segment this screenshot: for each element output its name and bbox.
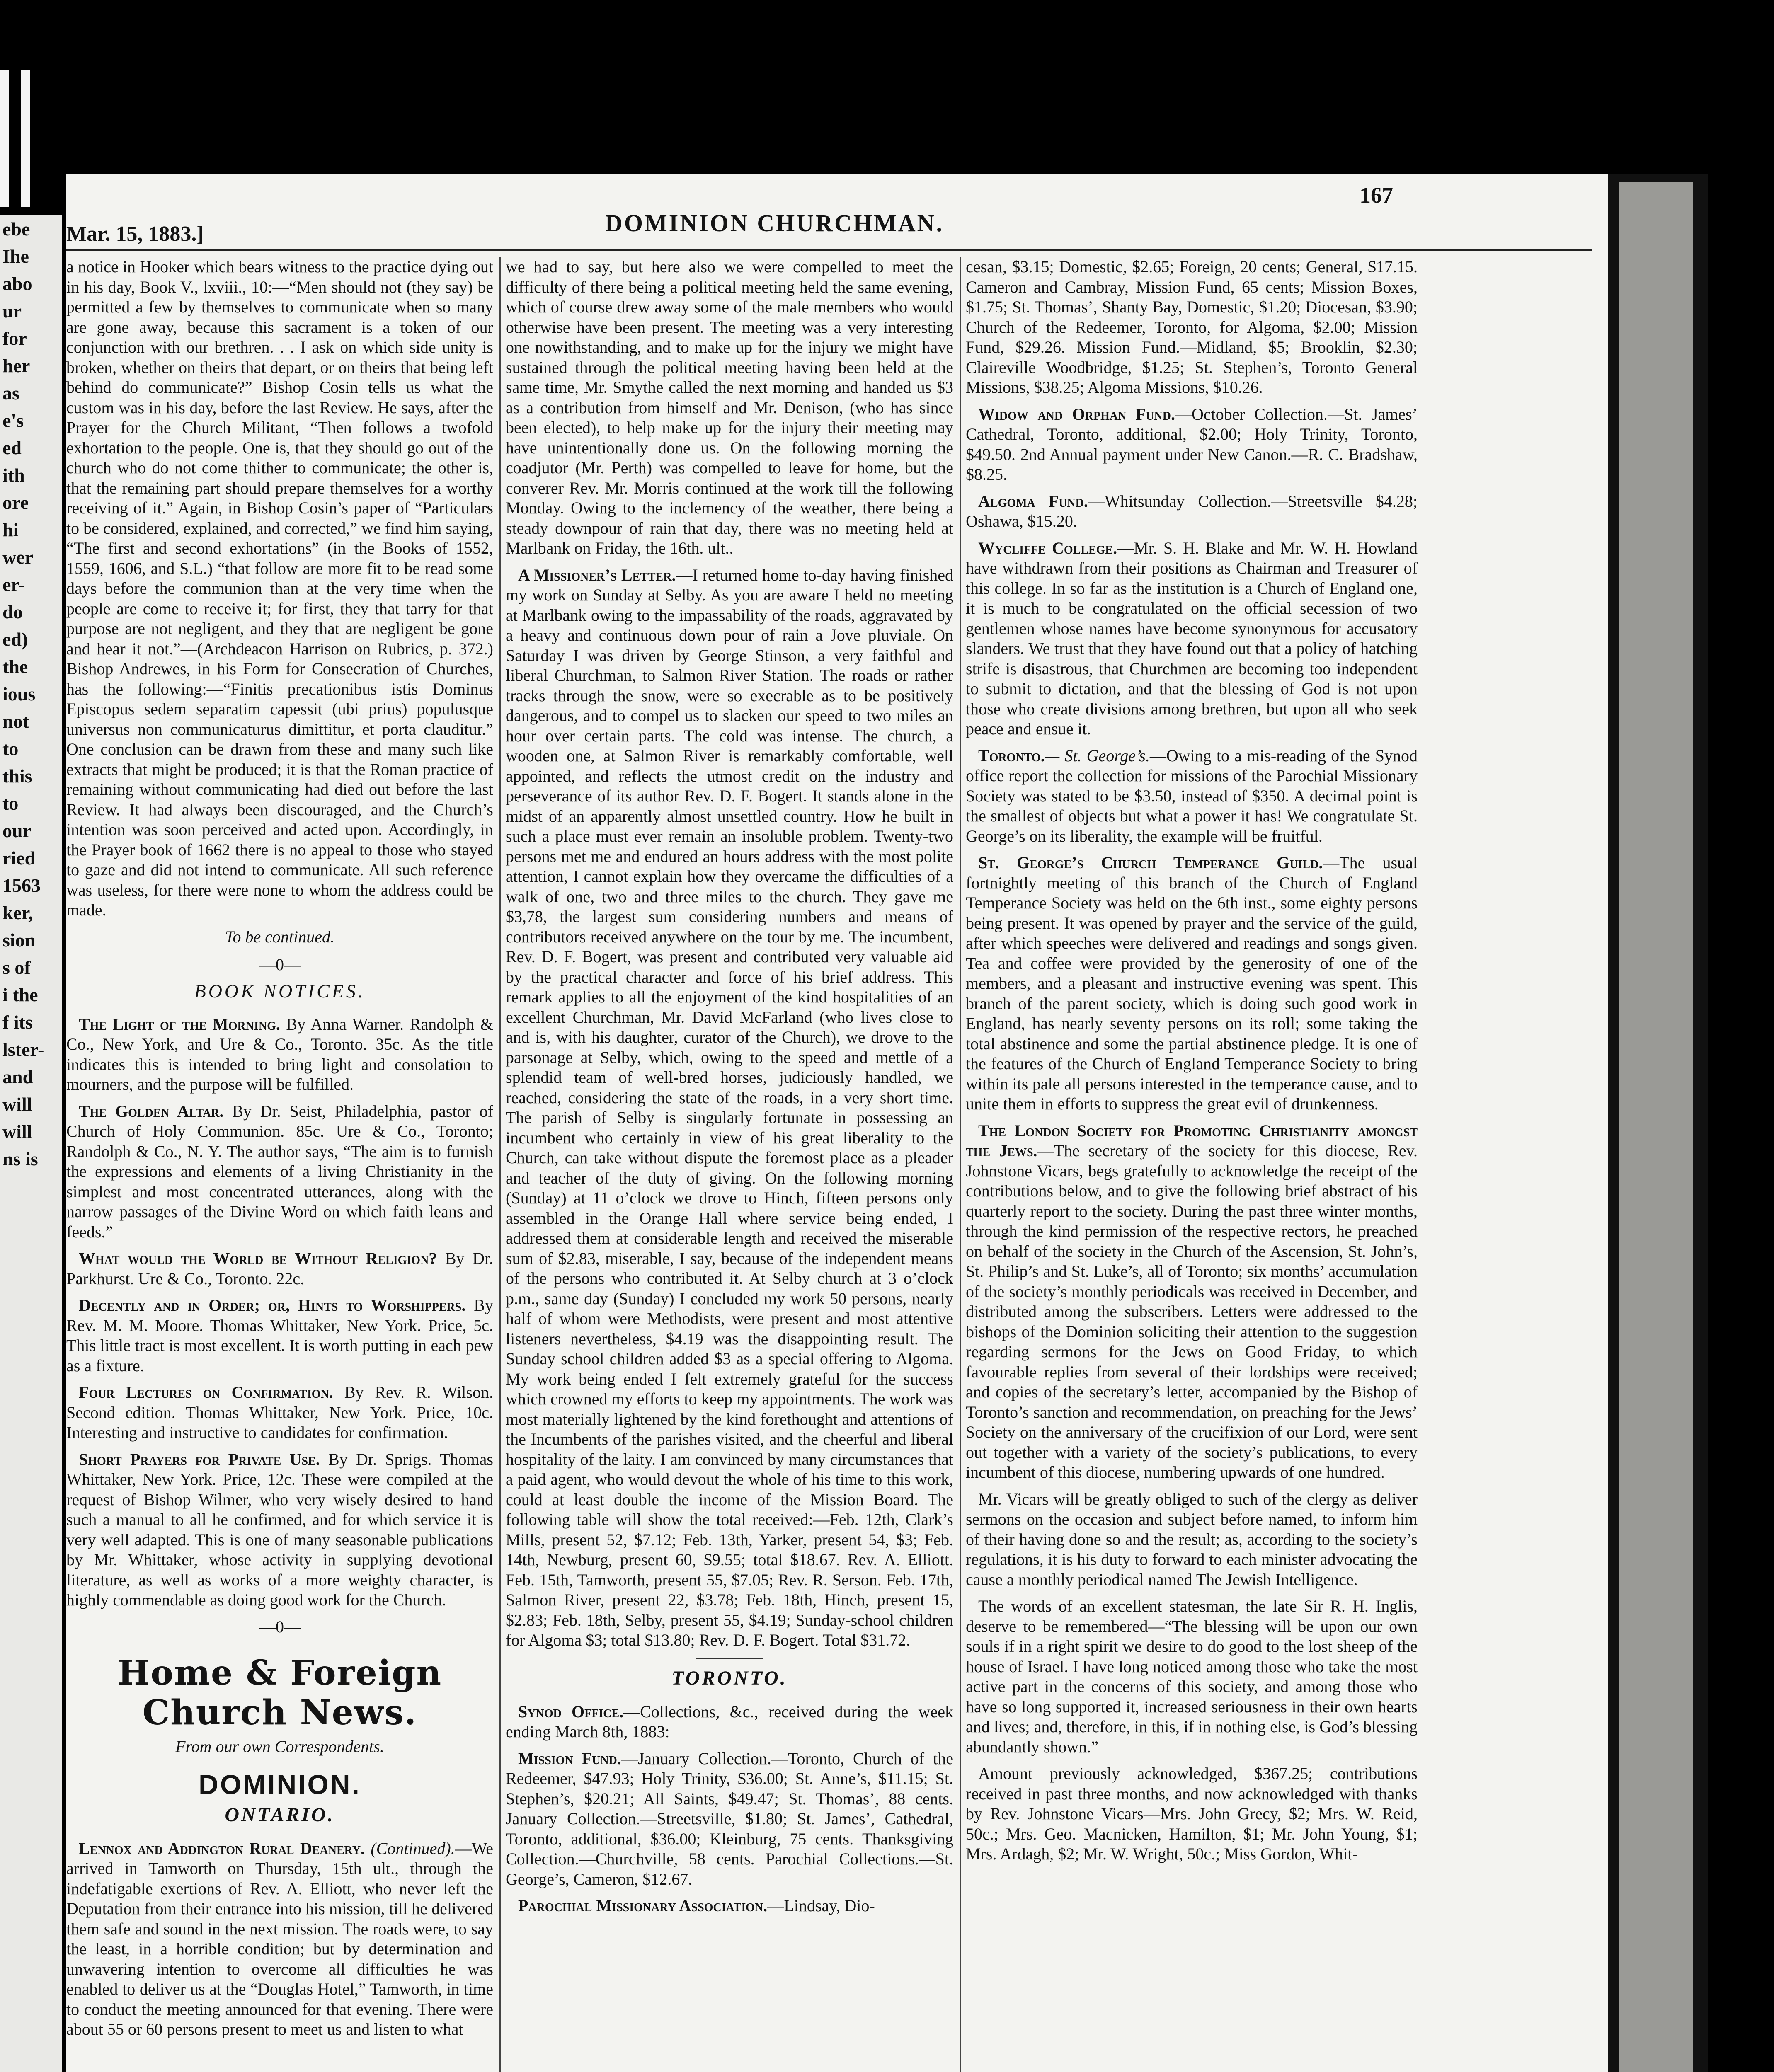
masthead-title: DOMINION CHURCHMAN. (605, 210, 944, 237)
article-text: —Owing to a mis-reading of the Synod office report the collection for missions of the Parochial Missionary Society was stated to be $3.50, instead of $350. A decimal point is the smallest of objects but what a power it has! We congratulate St. George’s on its liberality, the example will be fruitful. (966, 746, 1418, 845)
article-text: —I returned home to-day having finished my work on Sunday at Selby. As you are aware I held no meeting at Marlbank owing to the impassability of the roads, aggravated by a heavy and continuous down pour of rain a Jove pluviale. On Saturday I was driven by George Stinson, a very faithful and liberal Churchman, to Salmon River Station. The roads or rather tracks through the snow, were so execrable as to be positively dangerous, and to compel us to slacken our speed to two miles an hour over certain parts. The cold was intense. The church, a wooden one, at Salmon River is remarkably comfortable, well appointed, and reflects the utmost credit on the industry and perseverance of its author Rev. D. F. Bogert. It stands alone in the midst of an apparently almost unsettled country. How he built in such a place must ever remain an insoluble problem. Twenty-two persons met me and endured an hours address with the most polite attention, I cannot explain how they overcame the difficulties of a walk of one, two and three miles to the church. They gave me $3,78, the largest sum considering numbers and means of contributors received anywhere on the tour by me. The incumbent, Rev. D. F. Bogert, was present and contributed very valuable aid by the practical character and force of his brief address. This remark applies to all the enjoyment of the kind hospitalities of an excellent Churchman, Mr. David McFarland (who lives close to and is, with his daughter, curator of the Church), we drove to the parsonage at Selby, which, owing to the speed and mettle of a splendid team of well-bred horses, judiciously handled, we reached, considering the state of the roads, in a very short time. The parish of Selby is singularly fortunate in possessing an incumbent who certainly in view of his great liberality to the Church, can take without dispute the foremost place as a pleader and teacher of the duty of giving. On the following morning (Sunday) at 11 o’clock we drove to Hinch, fifteen persons only assembled in the Orange Hall where service being ended, I addressed them at considerable length and received the miserable sum of $2.83, miserable, I say, because of the independent means of the persons who contributed it. At Selby church at 3 o’clock p.m., same day (Sunday) I concluded my work 50 persons, nearly half of whom were Methodists, were present and most attentive listeners nevertheless, $4.19 was the disappointing result. The Sunday school children added $3 as a special offering to Algoma. My work being ended I felt extremely grateful for the success which crowned my efforts to keep my appointments. The work was most materially lightened by the kind forethought and attentions of the Incumbents of the parishes visited, and the cheerful and liberal hospitality of the laity. I am convinced by many circumstances that a paid agent, who would devout the whole of his time to this work, could at least double the income of the Mission Board. The following table will show the total received:—Feb. 12th, Clark’s Mills, present 52, $7.12; Feb. 13th, Yarker, present 54, $3; Feb. 14th, Newburg, present 60, $9.55; total $18.67. Rev. A. Elliott. Feb. 15th, Tamworth, present 55, $7.05; Rev. R. Serson. Feb. 17th, Salmon River, present 22, $3.78; Feb. 18th, Hinch, present 15, $2.83; Feb. 18th, Selby, present 55, $4.19; Sunday-school children for Algoma $3; total $13.80; Rev. D. F. Bogert. Total $31.72. (506, 565, 953, 1649)
book-title: The Light of the Morning. (79, 1014, 280, 1034)
article-paragraph (966, 404, 1418, 485)
book-title: Four Lectures on Confirmation. (79, 1383, 333, 1402)
column-divider (499, 257, 501, 2072)
article-text: —October Collection.—St. James’ Cathedral, Toronto, additional, $2.00; Holy Trinity, Toronto, $49.50. 2nd Annual payment under New Canon.—R. C. Bradshaw, $8.25. (966, 404, 1418, 484)
adjacent-page-fragment: i the (2, 984, 38, 1005)
article-paragraph: a notice in Hooker which bears witness to the practice dying out in his day, Book V., lxviii., 10:—“Men should not (they say) be permitted a few by themselves to communicate when so many are gone away, because this sacrament is a token of our conjunction with our brethren. . . I ask on which side unity is broken, whether on theirs that depart, or on theirs that being left behind do communicate?” Bishop Cosin tells us what the custom was in his day, before the last Review. He says, after the Prayer for the Church Militant, “Then follows a twofold exhortation to the people. One is, that they should go out of the church who do not come thither to communicate; the other is, that the remaining part should prepare themselves for a worthy receiving of it.” Again, in Bishop Cosin’s paper of “Particulars to be considered, explained, and corrected,” we find him saying, “The first and second exhortations” (in the Books of 1552, 1559, 1606, and S.L.) “that follow are more fit to be read some days before the communion than at the very time when the people are come to receive it; for first, they that tarry for that purpose are not negligent, and they that are negligent be gone and hear it not.”—(Archdeacon Harrison on Rubrics, p. 372.) Bishop Andrewes, in his Form for Consecration of Churches, has the following:—“Finitis precationibus istis Dominus Episcopus sedem separatim capessit (ubi prius) populusque universus non communicaturus dimittitur, et porta clauditur.” One conclusion can be drawn from these and many such like extracts that might be produced; it is that the Roman practice of remaining without communicating had died out before the last Review. It had always been discouraged, and the Church’s intention was soon perceived and acted upon. Accordingly, in the Prayer book of 1662 there is no appeal to those who stayed to gaze and did not intend to communicate. All such reference was useless, for there were none to whom the address could be made. (66, 257, 493, 919)
article-paragraph: The words of an excellent statesman, the late Sir R. H. Inglis, deserve to be remembered—“The blessing will be upon our own souls if in a right spirit we desire to do good to the lost sheep of the house of Israel. I have long noticed among those who take the most active part in the concerns of this society, and among those who have so long supported it, increased seriousness in their own hearts and lives; and, therefore, in this, if in nothing else, is God’s blessing abundantly shown.” (966, 1597, 1418, 1756)
book-notice-text: By Anna Warner. Randolph & Co., New York, and Ure & Co., Toronto. 35c. As the title indicates this is intended to bring light and consolation to mourners, and the purpose will be fulfilled. (66, 1014, 493, 1094)
adjacent-page-fragment: not (2, 711, 29, 732)
news-section-subheading: From our own Correspondents. (175, 1737, 384, 1756)
article-title: Widow and Orphan Fund. (978, 404, 1175, 424)
article-title: A Missioner’s Letter. (518, 565, 676, 584)
adjacent-page-fragment: 1563 (2, 875, 41, 896)
article-paragraph (966, 538, 1418, 739)
adjacent-page-fragment: ious (2, 683, 36, 704)
book-title: The Golden Altar. (79, 1101, 224, 1121)
book-notice (66, 1450, 493, 1610)
article-paragraph (506, 1702, 953, 1742)
page-header (66, 174, 1608, 249)
adjacent-page-fragment: ur (2, 300, 22, 322)
adjacent-page-fragment: f its (2, 1012, 33, 1033)
adjacent-page-fragment: to (2, 738, 19, 759)
adjacent-page-fragment: er- (2, 574, 25, 595)
book-notice (66, 1382, 493, 1443)
article-paragraph: Mr. Vicars will be greatly obliged to such of the clergy as deliver sermons on the occasion and subject before named, to inform him of their having done so and the result; as, according to the society’s regulations, it is his duty to forward to each minister advocating the cause a monthly periodical named The Jewish Intelligence. (966, 1489, 1418, 1589)
book-title: Decently and in Order; or, Hints to Worshippers. (79, 1296, 466, 1314)
article-paragraph: cesan, $3.15; Domestic, $2.65; Foreign, 20 cents; General, $17.15. Cameron and Cambray, Mission Fund, 65 cents; Mission Boxes, $1.75; St. Thomas’, Shanty Bay, Domestic, $1.20; Diocesan, $3.90; Church of the Redeemer, Toronto, for Algoma, $2.00; Mission Fund, $29.26. Mission Fund.—Midland, $5; Brooklin, $2.30; Claireville Woodbridge, $1.25; St. Stephen’s, Toronto General Missions, $38.25; Algoma Missions, $10.26. (966, 257, 1418, 397)
adjacent-page-fragment: ried (2, 847, 36, 869)
book-title: What would the World be Without Religion? (79, 1249, 437, 1268)
adjacent-page-fragment: Ihe (2, 246, 29, 267)
to-be-continued: To be continued. (225, 927, 335, 946)
newspaper-page (66, 174, 1608, 2072)
article-text: —Whitsunday Collection.—Streetsville $4.28; Oshawa, $15.20. (966, 491, 1418, 530)
article-paragraph (966, 1121, 1418, 1483)
film-edge-mark (0, 70, 9, 207)
article-paragraph (966, 746, 1418, 847)
adjacent-page-fragment: will (2, 1094, 32, 1115)
article-title: Lennox and Addington Rural Deanery. (79, 1839, 365, 1858)
adjacent-page-fragment: her (2, 355, 30, 376)
article-title: Synod Office. (518, 1702, 624, 1721)
article-title: Toronto. (978, 746, 1045, 765)
column-1 (66, 257, 493, 2072)
article-text: —January Collection.—Toronto, Church of the Redeemer, $47.93; Holy Trinity, $36.00; St. Anne’s, $11.15; St. Stephen’s, $20.21; All Saints, $49.47; St. Thomas’, 88 cents. January Collection.—Streetsville, $1.80; St. James’, Cathedral, Toronto, additional, $36.00; Kleinburg, 75 cents. Thanksgiving Collection.—Churchville, 58 cents. Parochial Collections.—St. George’s, Cameron, $12.67. (506, 1749, 953, 1888)
article-subtitle: — St. George’s. (1045, 746, 1150, 765)
film-edge-mark (21, 70, 30, 207)
adjacent-page-fragment: do (2, 601, 23, 622)
adjacent-page-fragment: and (2, 1066, 34, 1087)
article-text: —The secretary of the society for this diocese, Rev. Johnstone Vicars, begs gratefully to acknowledge the receipt of the contributions below, and to give the following brief abstract of his quarterly report to the society. During the past three winter months, through the kind permission of the respective rectors, he preached on behalf of the society in the Church of the Ascension, St. John’s, St. Philip’s and St. Luke’s, all of Toronto; six months’ accumulation of the society’s monthly periodicals was received in December, and distributed among the subscribers. Letters were addressed to the bishops of the Dominion soliciting their attention to the suggestion regarding sermons for the Jews on Good Friday, to which favourable replies from several of their lordships were received; and copies of the secretary’s letter, accompanied by the Bishop of Toronto’s sanction and recommendation, on preaching for the Jews’ Society on the anniversary of the crucifixion of our Lord, were sent out together with a variety of the society’s publications, to every incumbent of this diocese, numbering upwards of one hundred. (966, 1141, 1418, 1481)
book-notice (66, 1101, 493, 1242)
adjacent-page-fragment: ith (2, 465, 25, 486)
article-text: —Lindsay, Dio- (767, 1896, 875, 1915)
article-text: —We arrived in Tamworth on Thursday, 15th ult., through the indefatigable exertions of Rev. A. Elliott, who never left the Deputation from their entrance into his mission, till he delivered them safe and sound in the next mission. The roads were, to say the least, in a horrible condition; but by determination and unwavering intention to overcome all difficulties he was enabled to deliver us at the “Douglas Hotel,” Tamworth, in time to conduct the meeting announced for that evening. There were about 55 or 60 persons present to meet us and listen to what (66, 1839, 493, 2038)
column-divider (960, 257, 961, 2072)
dominion-heading: DOMINION. (199, 1769, 361, 1800)
book-notice-text: By Rev. M. M. Moore. Thomas Whittaker, New York. Price, 5c. This little tract is most excellent. It is worth putting in each pew as a fixture. (66, 1296, 493, 1375)
adjacent-page-fragment: for (2, 328, 27, 349)
news-section-heading: Home & Foreign Church News. (117, 1653, 442, 1733)
article-paragraph (506, 1749, 953, 1890)
adjacent-page-fragment: the (2, 656, 28, 677)
book-notice-text: By Dr. Sprigs. Thomas Whittaker, New York. Price, 12c. These were compiled at the request of Bishop Wilmer, who very wisely desired to hand such a manual to all he confirmed, and for which service it is very well adapted. This is one of many seasonable publications by Mr. Whittaker, whose activity in supplying devotional literature, as well as works of a more weighty character, is highly commendable as doing good work for the Church. (66, 1450, 493, 1609)
article-title: The London Society for Promoting Christianity amongst the Jews. (966, 1121, 1418, 1160)
article-title: St. George’s Church Temperance Guild. (978, 853, 1323, 872)
adjacent-page-fragment: to (2, 793, 19, 814)
article-text: —Collections, &c., received during the week ending March 8th, 1883: (506, 1702, 953, 1741)
article-paragraph (966, 853, 1418, 1114)
article-title: Wycliffe College. (978, 538, 1117, 557)
adjacent-page-fragment: ore (2, 492, 29, 513)
adjacent-page-fragment: wer (2, 547, 34, 568)
adjacent-page-fragment: as (2, 382, 19, 404)
article-paragraph: we had to say, but here also we were compelled to meet the difficulty of there being a political meeting held the same evening, which of course drew away some of the male members who would otherwise have been present. The meeting was a very interesting one nowithstanding, and to make up for the injury we might have sustained through the political meeting having been held at the same time, Mr. Smythe called the next morning and handed us $3 as a contribution from himself and Mr. Denison, (who has since been elected), to help make up for the injury their meeting may have unintentionally done us. On the following morning the coadjutor (Mr. Perth) was compelled to leave for home, but the converer Rev. Mr. Morris continued at the work till the following Monday. Owing to the inclemency of the weather, there being a steady downpour of rain that day, there was no meeting held at Marlbank on Friday, the 16th. ult.. (506, 257, 953, 557)
adjacent-page-fragment: ed (2, 437, 22, 458)
adjacent-page-strip (0, 215, 62, 2072)
article-text: —Mr. S. H. Blake and Mr. W. H. Howland have withdrawn from their positions as Chairman and Treasurer of this college. In so far as the institution is a Church of England one, it is much to be congratulated on the official secession of two gentlemen whose names have become synonymous for accusatory slanders. We trust that they have found out that a policy of hatching strife is disastrous, that Churchmen are becoming too independent to submit to dictation, and that the blessing of God is not upon those who create divisions among brethren, but upon all who seek peace and ensue it. (966, 538, 1418, 738)
book-notice-text: By Dr. Seist, Philadelphia, pastor of Church of Holy Communion. 85c. Ure & Co., Toronto; Randolph & Co., N. Y. The author says, “The aim is to furnish the expressions and elements of a living Christianity in the simplest and most concentrated utterances, along with the narrow passages of the Divine Word on which faith leans and feeds.” (66, 1101, 493, 1241)
separator: —0— (259, 1617, 301, 1636)
column-3 (966, 257, 1418, 2072)
book-notices-heading: BOOK NOTICES. (194, 980, 366, 1002)
adjacent-page-fragment: ns is (2, 1148, 38, 1169)
book-notice (66, 1249, 493, 1289)
book-notice-text: By Dr. Parkhurst. Ure & Co., Toronto. 22c. (66, 1249, 493, 1288)
section-rule (696, 1658, 763, 1659)
book-notice (66, 1014, 493, 1095)
article-title: Parochial Missionary Association. (518, 1896, 768, 1915)
adjacent-page-fragment: ebe (2, 218, 30, 240)
book-title: Short Prayers for Private Use. (79, 1450, 320, 1469)
adjacent-page-fragment: lster- (2, 1039, 44, 1060)
page-edge (1619, 182, 1693, 2072)
book-notice-text: By Rev. R. Wilson. Second edition. Thomas Whittaker, New York. Price, 10c. Interesting and instructive to candidates for confirmation. (66, 1383, 493, 1442)
article-paragraph (966, 491, 1418, 532)
issue-date: Mar. 15, 1883.] (66, 222, 204, 246)
article-continued-note: (Continued). (371, 1839, 455, 1858)
adjacent-page-fragment: this (2, 765, 32, 787)
separator: —0— (259, 955, 301, 974)
adjacent-page-fragment: hi (2, 519, 19, 540)
adjacent-page-fragment: ker, (2, 902, 33, 923)
article-paragraph (66, 1839, 493, 2040)
book-notice (66, 1295, 493, 1376)
adjacent-page-fragment: will (2, 1121, 32, 1142)
adjacent-page-fragment: s of (2, 957, 31, 978)
page-number: 167 (1360, 183, 1393, 208)
article-paragraph (506, 1896, 953, 1916)
article-text: —The usual fortnightly meeting of this branch of the Church of England Temperance Society was held on the 6th inst., some eighty persons being present. It was opened by prayer and the service of the guild, after which speeches were delivered and readings and songs given. Tea and coffee were provided by the generosity of one of the members, and a pleasant and instructive evening was spent. This branch of the parent society, which is doing such good work in England, has nearly seventy persons on its roll; some taking the total abstinence and some the partial abstinence pledge. It is one of the features of the Church of England Temperance Society to bring within its pale all persons interested in the temperance cause, and to unite them in efforts to suppress the great evil of drunkenness. (966, 853, 1418, 1113)
adjacent-page-fragment: e's (2, 410, 24, 431)
adjacent-page-fragment: abo (2, 273, 32, 294)
adjacent-page-fragment: sion (2, 929, 36, 951)
header-rule (66, 249, 1592, 251)
article-paragraph (506, 565, 953, 1651)
column-2 (506, 257, 953, 2072)
adjacent-page-fragment: ed) (2, 629, 28, 650)
article-title: Mission Fund. (518, 1749, 621, 1768)
toronto-heading: TORONTO. (671, 1667, 788, 1689)
adjacent-page-fragment: our (2, 820, 31, 841)
article-title: Algoma Fund. (978, 491, 1088, 511)
article-paragraph: Amount previously acknowledged, $367.25; contributions received in past three months, and now acknowledged with thanks by Rev. Johnstone Vicars—Mrs. John Grecy, $2; Mrs. W. Reid, 50c.; Mrs. Geo. Macnicken, Hamilton, $1; Mr. John Young, $1; Mrs. Ardagh, $2; Mr. W. Wright, 50c.; Miss Gordon, Whit- (966, 1764, 1418, 1863)
ontario-heading: ONTARIO. (225, 1803, 335, 1826)
